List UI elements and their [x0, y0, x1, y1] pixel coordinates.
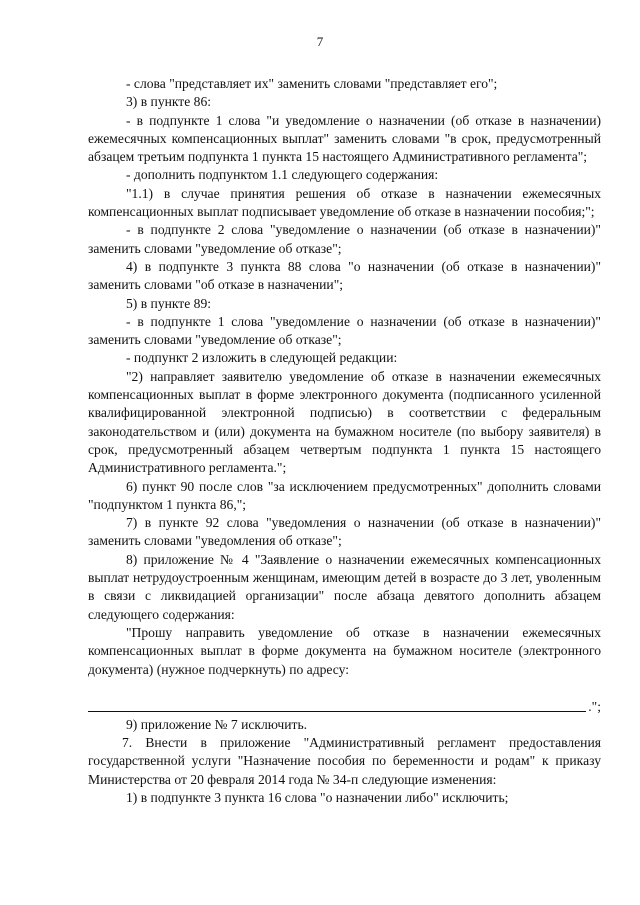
paragraph: "1.1) в случае принятия решения об отказе в назначении ежемесячных компенсационных выплат подписывает уведомление об отказе в назначении пособия;";: [88, 185, 601, 220]
paragraph: - в подпункте 1 слова "уведомление о назначении (об отказе в назначении)" заменить словами "уведомление об отказе";: [88, 313, 601, 348]
paragraph: 5) в пункте 89:: [126, 295, 212, 311]
paragraph: 4) в подпункте 3 пункта 88 слова "о назначении (об отказе в назначении)" заменить словами "об отказе в назначении";: [88, 258, 601, 293]
paragraph: - слова "представляет их" заменить словами "представляет его";: [126, 76, 498, 91]
document-body: [88, 75, 601, 807]
paragraph: 6) пункт 90 после слов "за исключением предусмотренных" дополнить словами "подпунктом 1 пункта 86,";: [88, 478, 601, 512]
paragraph: - в подпункте 1 слова "и уведомление о назначении (об отказе в назначении) ежемесячных компенсационных выплат" заменить словами "в срок, предусмотренный абзацем третьим подпункта 1 пункта 15 настоящего Административного регламента";: [88, 112, 601, 165]
paragraph: 7. Внести в приложение "Административный регламент предоставления государственной услуги "Назначение пособия по беременности и родам" к приказу Министерства от 20 февраля 2014 года № 34-п следующие изменения:: [88, 735, 601, 787]
paragraph: - в подпункте 2 слова "уведомление о назначении (об отказе в назначении)" заменить словами "уведомление об отказе";: [88, 222, 601, 256]
paragraph: 1) в подпункте 3 пункта 16 слова "о назначении либо" исключить;: [126, 789, 509, 805]
paragraph: - подпункт 2 изложить в следующей редакции:: [126, 350, 398, 366]
blank-underline: [88, 711, 586, 712]
paragraph: 9) приложение № 7 исключить.: [126, 716, 308, 732]
page-number: 7: [316, 34, 324, 49]
paragraph: 7) в пункте 92 слова "уведомления о назначении (об отказе в назначении)" заменить словами "уведомления об отказе";: [88, 515, 601, 549]
address-fill-line: [88, 679, 601, 716]
fill-line-tail: .";: [588, 698, 601, 714]
paragraph: "Прошу направить уведомление об отказе в назначении ежемесячных компенсационных выплат в форме документа на бумажном носителе (электронного документа) (нужное подчеркнуть) по адресу:: [88, 624, 601, 677]
paragraph: "2) направляет заявителю уведомление об отказе в назначении ежемесячных компенсационных выплат в форме электронного документа (подписанного усиленной квалифицированной электронной подписью) в соответствии с федеральным законодательством и (или) документа на бумажном носителе (по выбору заявителя) в срок, предусмотренный абзацем четвертым подпункта 1 пункта 15 настоящего Административного регламента.";: [88, 368, 601, 476]
paragraph: 3) в пункте 86:: [126, 94, 212, 110]
paragraph: - дополнить подпунктом 1.1 следующего содержания:: [126, 167, 439, 183]
paragraph: 8) приложение № 4 "Заявление о назначении ежемесячных компенсационных выплат нетрудоустроенным женщинам, имеющим детей в возрасте до 3 лет, уволенным в связи с ликвидацией организации" после абзаца девятого дополнить абзацем следующего содержания:: [88, 551, 601, 622]
